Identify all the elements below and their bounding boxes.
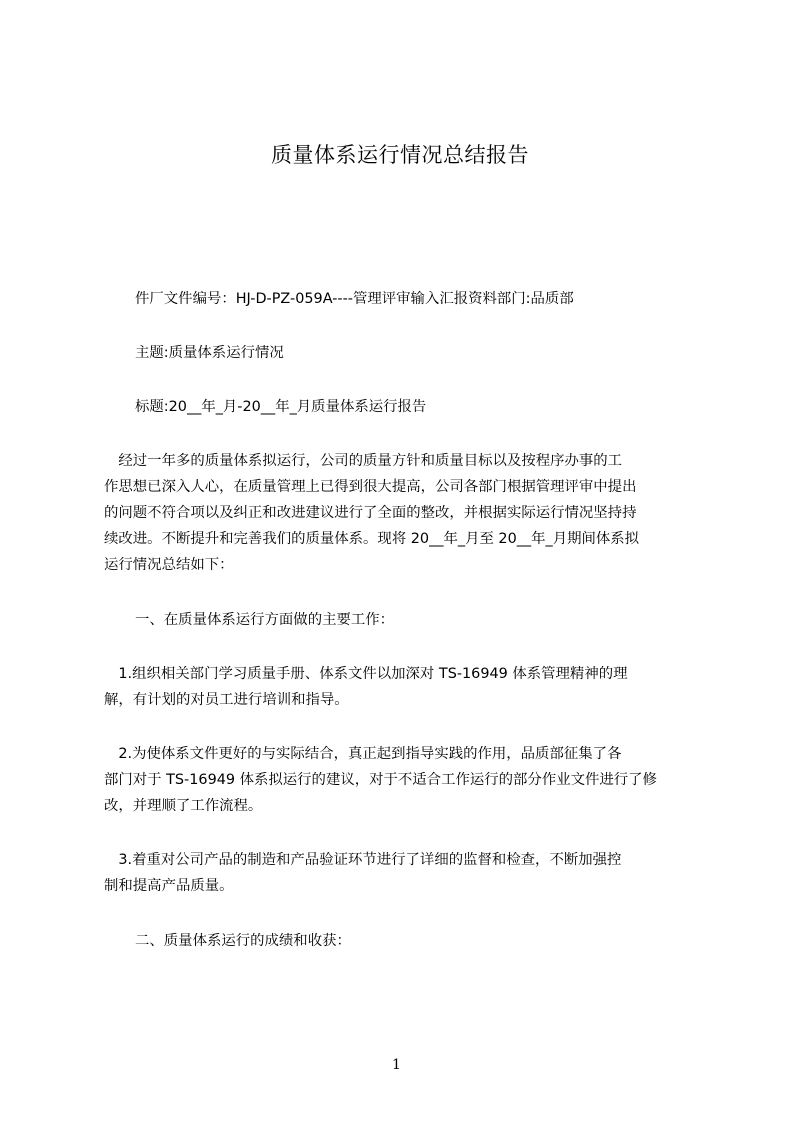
item-2-line-3: 改，并理顺了工作流程。	[104, 798, 263, 814]
subject-line: 主题:质量体系运行情况	[135, 345, 284, 361]
item-3-line-2: 制和提高产品质量。	[104, 878, 234, 894]
intro-line-3: 的问题不符合项以及纠正和改进建议进行了全面的整改，并根据实际运行情况坚持持	[104, 505, 637, 521]
item-2-line-1: 2.为使体系文件更好的与实际结合，真正起到指导实践的作用，品质部征集了各	[104, 746, 622, 762]
item-1-line-2: 解，有计划的对员工进行培训和指导。	[104, 692, 349, 708]
intro-line-5: 运行情况总结如下：	[104, 557, 234, 573]
document-title: 质量体系运行情况总结报告	[271, 143, 529, 167]
intro-line-1: 经过一年多的质量体系拟运行，公司的质量方针和质量目标以及按程序办事的工	[104, 453, 623, 469]
heading-line: 标题:20__年_月-20__年_月质量体系运行报告	[135, 399, 427, 415]
section-1-heading: 一、在质量体系运行方面做的主要工作：	[135, 612, 395, 628]
item-3-line-1: 3.着重对公司产品的制造和产品验证环节进行了详细的监督和检查，不断加强控	[104, 852, 622, 868]
file-number-line: 件厂文件编号：HJ-D-PZ-059A----管理评审输入汇报资料部门:品质部	[135, 291, 574, 307]
section-2-heading: 二、质量体系运行的成绩和收获：	[135, 933, 351, 949]
item-2-line-2: 部门对于 TS-16949 体系拟运行的建议，对于不适合工作运行的部分作业文件进行了修	[104, 772, 657, 788]
item-1-line-1: 1.组织相关部门学习质量手册、体系文件以加深对 TS-16949 体系管理精神的理	[104, 666, 628, 682]
page-number: 1	[392, 1057, 401, 1073]
intro-line-4: 续改进。不断提升和完善我们的质量体系。现将 20__年_月至 20__年_月期间体系拟	[104, 531, 640, 547]
intro-line-2: 作思想已深入人心，在质量管理上已得到很大提高，公司各部门根据管理评审中提出	[104, 479, 637, 495]
